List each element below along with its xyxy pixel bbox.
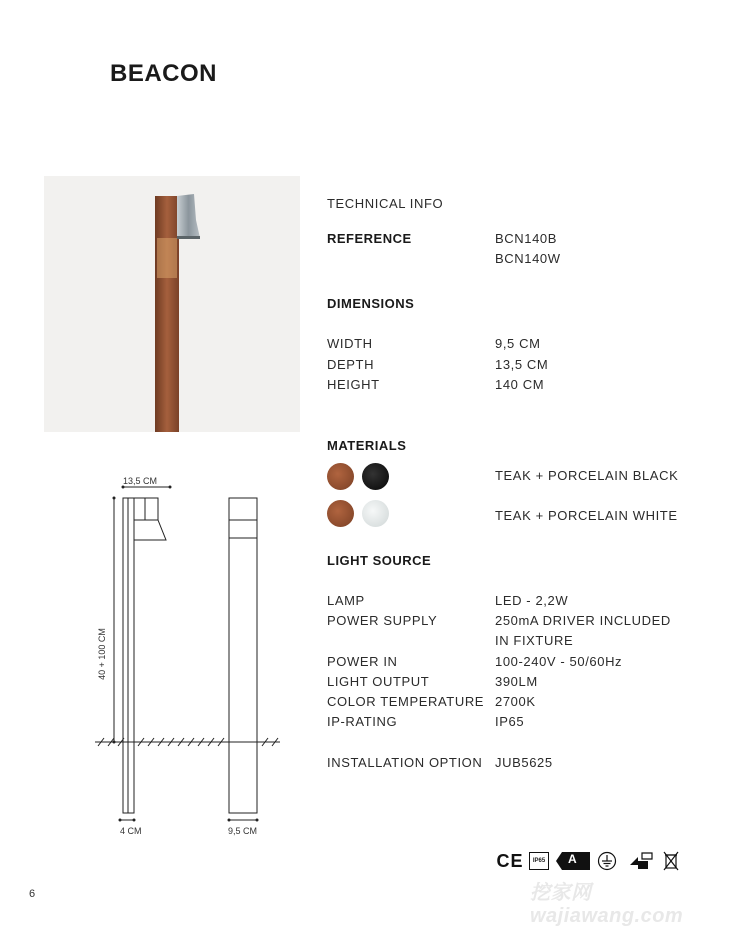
installation-value: JUB5625 bbox=[495, 755, 553, 770]
product-photo bbox=[44, 176, 300, 432]
energy-class-a-icon bbox=[556, 850, 590, 872]
page-title: BEACON bbox=[110, 60, 218, 87]
class-recycle-icon bbox=[628, 850, 654, 872]
material-option-label: TEAK + PORCELAIN WHITE bbox=[495, 508, 678, 523]
teak-swatch bbox=[327, 463, 354, 490]
dimension-key: HEIGHT bbox=[327, 377, 380, 392]
drawing-base-label: 4 CM bbox=[120, 826, 142, 836]
light-key: IP-RATING bbox=[327, 714, 398, 729]
light-value: LED - 2,2W bbox=[495, 593, 569, 608]
light-key: POWER SUPPLY bbox=[327, 613, 438, 628]
light-key: COLOR TEMPERATURE bbox=[327, 694, 485, 709]
dimension-value: 140 CM bbox=[495, 377, 545, 392]
teak-swatch bbox=[327, 500, 354, 527]
ip65-icon: IP65 bbox=[529, 852, 549, 870]
light-value: 2700K bbox=[495, 694, 536, 709]
materials-heading: MATERIALS bbox=[327, 438, 407, 453]
reference-heading: REFERENCE bbox=[327, 231, 412, 246]
technical-info-heading: TECHNICAL INFO bbox=[327, 196, 444, 211]
watermark: 挖家网 wajiawang.com bbox=[530, 882, 684, 927]
light-key: POWER IN bbox=[327, 654, 398, 669]
ce-mark-icon: CE bbox=[496, 850, 524, 871]
light-key: LAMP bbox=[327, 593, 365, 608]
dimension-key: WIDTH bbox=[327, 336, 373, 351]
protective-earth-icon bbox=[597, 850, 617, 872]
dimensions-heading: DIMENSIONS bbox=[327, 296, 415, 311]
technical-drawing bbox=[90, 470, 290, 845]
installation-key: INSTALLATION OPTION bbox=[327, 755, 483, 770]
light-value: 390LM bbox=[495, 674, 538, 689]
drawing-width-label: 9,5 CM bbox=[228, 826, 258, 836]
porcelain-black-swatch bbox=[362, 463, 389, 490]
light-value: IP65 bbox=[495, 714, 525, 729]
light-source-heading: LIGHT SOURCE bbox=[327, 553, 432, 568]
beacon-lamp-image bbox=[44, 176, 300, 432]
reference-value: BCN140W bbox=[495, 251, 561, 266]
page-number: 6 bbox=[29, 888, 36, 900]
porcelain-white-swatch bbox=[362, 500, 389, 527]
dimension-value: 13,5 CM bbox=[495, 357, 549, 372]
reference-value: BCN140B bbox=[495, 231, 558, 246]
drawing-depth-label: 13,5 CM bbox=[123, 476, 158, 486]
light-value: IN FIXTURE bbox=[495, 633, 574, 648]
drawing-height-label: 40 + 100 CM bbox=[97, 628, 107, 680]
light-value: 250mA DRIVER INCLUDED bbox=[495, 613, 671, 628]
light-key: LIGHT OUTPUT bbox=[327, 674, 430, 689]
light-value: 100-240V - 50/60Hz bbox=[495, 654, 623, 669]
dimension-key: DEPTH bbox=[327, 357, 375, 372]
material-option-label: TEAK + PORCELAIN BLACK bbox=[495, 468, 679, 483]
energy-class-label: A bbox=[568, 852, 577, 866]
weee-bin-icon bbox=[663, 850, 679, 872]
dimension-value: 9,5 CM bbox=[495, 336, 541, 351]
